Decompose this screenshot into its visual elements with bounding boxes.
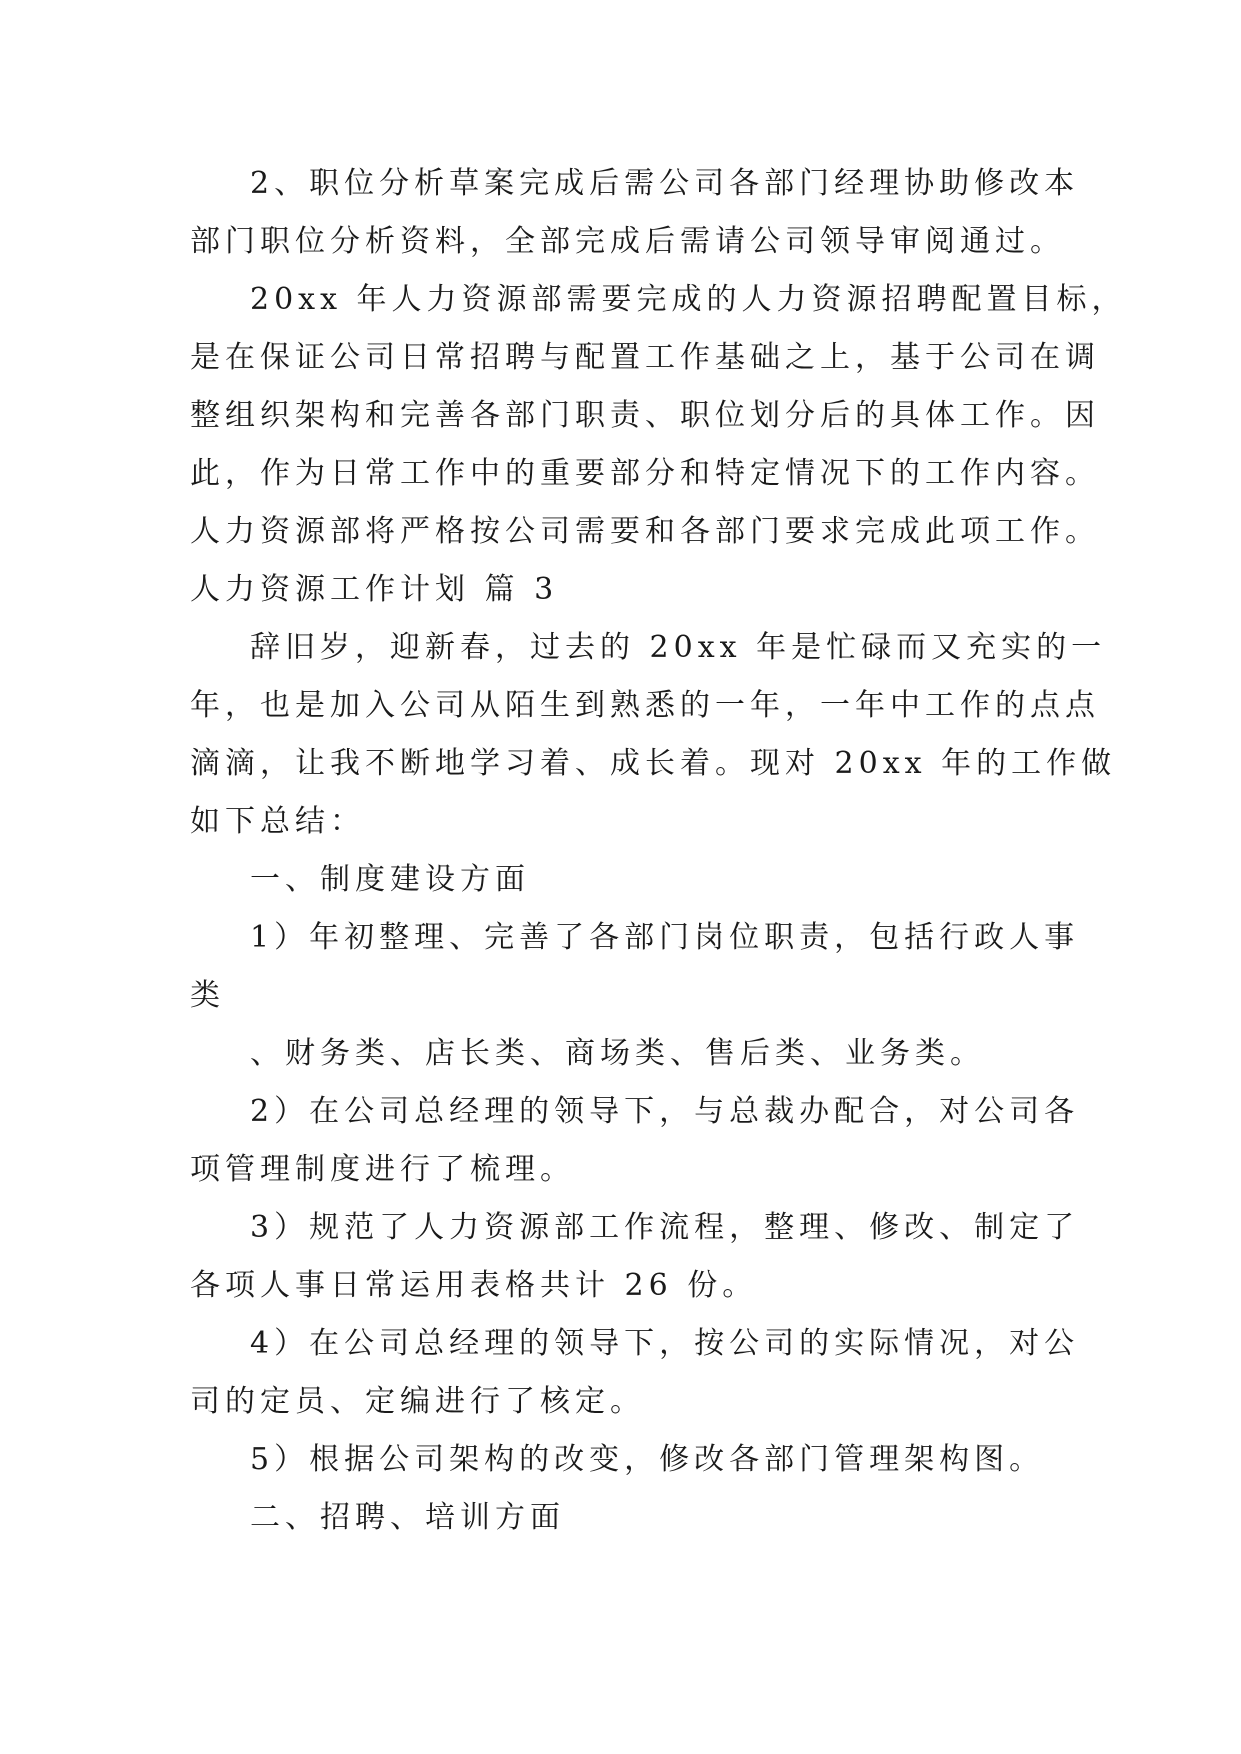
paragraph-line: 各项人事日常运用表格共计 26 份。 <box>190 1268 758 1303</box>
list-item: 1）年初整理、完善了各部门岗位职责，包括行政人事 <box>250 920 1080 955</box>
paragraph-line: 如下总结： <box>190 804 365 839</box>
paragraph-line: 项管理制度进行了梳理。 <box>190 1152 575 1187</box>
paragraph-line: 整组织架构和完善各部门职责、职位划分后的具体工作。因 <box>190 398 1100 433</box>
paragraph-line: 类 <box>190 978 225 1013</box>
list-item: 5）根据公司架构的改变，修改各部门管理架构图。 <box>250 1442 1045 1477</box>
paragraph-line: 2、职位分析草案完成后需公司各部门经理协助修改本 <box>250 166 1080 201</box>
list-item: 2）在公司总经理的领导下，与总裁办配合，对公司各 <box>250 1094 1080 1129</box>
paragraph-line: 20xx 年人力资源部需要完成的人力资源招聘配置目标， <box>250 282 1127 317</box>
section-heading: 人力资源工作计划 篇 3 <box>190 572 559 607</box>
list-item: 3）规范了人力资源部工作流程，整理、修改、制定了 <box>250 1210 1080 1245</box>
list-item: 4）在公司总经理的领导下，按公司的实际情况，对公 <box>250 1326 1080 1361</box>
paragraph-line: 此，作为日常工作中的重要部分和特定情况下的工作内容。 <box>190 456 1100 491</box>
paragraph-line: 人力资源部将严格按公司需要和各部门要求完成此项工作。 <box>190 514 1100 549</box>
paragraph-line: 滴滴，让我不断地学习着、成长着。现对 20xx 年的工作做 <box>190 746 1117 781</box>
paragraph-line: 、财务类、店长类、商场类、售后类、业务类。 <box>250 1036 985 1071</box>
paragraph-line: 年，也是加入公司从陌生到熟悉的一年，一年中工作的点点 <box>190 688 1100 723</box>
paragraph-line: 司的定员、定编进行了核定。 <box>190 1384 645 1419</box>
document-body <box>190 155 1127 1547</box>
paragraph-line: 辞旧岁，迎新春，过去的 20xx 年是忙碌而又充实的一 <box>250 630 1107 665</box>
subsection-heading: 一、制度建设方面 <box>250 862 530 897</box>
paragraph-line: 部门职位分析资料，全部完成后需请公司领导审阅通过。 <box>190 224 1065 259</box>
subsection-heading: 二、招聘、培训方面 <box>250 1500 565 1535</box>
paragraph-line: 是在保证公司日常招聘与配置工作基础之上，基于公司在调 <box>190 340 1100 375</box>
